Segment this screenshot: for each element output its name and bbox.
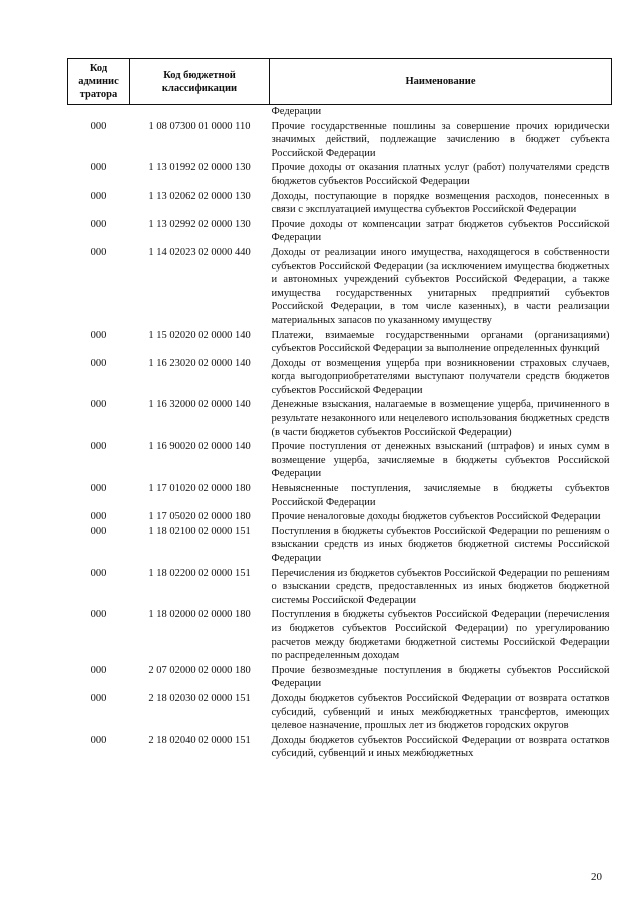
admin-code-cell: 000 bbox=[90, 120, 107, 132]
table-row bbox=[68, 218, 612, 246]
budget-code-cell: 1 16 23020 02 0000 140 bbox=[148, 357, 251, 369]
budget-code-cell: 2 18 02040 02 0000 151 bbox=[148, 734, 251, 746]
budget-code-cell: 1 13 01992 02 0000 130 bbox=[148, 162, 251, 174]
document-page bbox=[67, 58, 612, 762]
budget-code-cell: 1 15 02020 02 0000 140 bbox=[148, 329, 251, 341]
name-cell: Невыясненные поступления, зачисляемые в бюджеты субъектов Российской Федерации bbox=[271, 483, 610, 508]
header-admin-code bbox=[68, 59, 130, 105]
table-row bbox=[68, 105, 612, 120]
admin-code-cell: 000 bbox=[90, 441, 107, 453]
header-kbk-line: классификации bbox=[161, 82, 238, 94]
table-row bbox=[68, 190, 612, 218]
budget-code-cell: 1 17 01020 02 0000 180 bbox=[148, 483, 251, 495]
table-row bbox=[68, 482, 612, 510]
admin-code-cell: 000 bbox=[90, 734, 107, 746]
name-cell: Прочие доходы от компенсации затрат бюджетов субъектов Российской Федерации bbox=[271, 218, 610, 244]
name-cell: Прочие безвозмездные поступления в бюджеты субъектов Российской Федерации bbox=[271, 664, 610, 690]
name-cell: Прочие доходы от оказания платных услуг (работ) получателями средств бюджетов субъектов Российской Федерации bbox=[271, 162, 610, 187]
budget-code-cell: 2 07 02000 02 0000 180 bbox=[148, 664, 251, 676]
header-name: Наименование bbox=[270, 59, 612, 105]
table-row bbox=[68, 692, 612, 734]
budget-code-cell: 2 18 02030 02 0000 151 bbox=[148, 692, 251, 704]
table-row bbox=[68, 510, 612, 525]
name-cell: Прочие поступления от денежных взысканий (штрафов) и иных сумм в возмещение ущерба, зачисляемые в бюджеты субъектов Российской Федерации bbox=[271, 441, 610, 480]
name-cell: Денежные взыскания, налагаемые в возмещение ущерба, причиненного в результате незаконного или нецелевого использования бюджетных средств (в части бюджетов субъектов Российской Федерации) bbox=[271, 399, 610, 438]
name-cell: Перечисления из бюджетов субъектов Российской Федерации по решениям о взыскании средств, предоставленных из иных бюджетов бюджетной системы Российской Федерации bbox=[271, 567, 610, 606]
table-row bbox=[68, 567, 612, 609]
admin-code-cell: 000 bbox=[90, 162, 107, 174]
table-row bbox=[68, 734, 612, 762]
table-row bbox=[68, 246, 612, 329]
budget-code-cell: 1 18 02100 02 0000 151 bbox=[148, 525, 251, 537]
name-cell: Поступления в бюджеты субъектов Российской Федерации по решениям о взыскании средств из иных бюджетов бюджетной системы Российской Федерации bbox=[271, 525, 610, 564]
admin-code-cell: 000 bbox=[90, 609, 107, 621]
budget-code-cell: 1 13 02062 02 0000 130 bbox=[148, 190, 251, 202]
budget-code-cell: 1 16 90020 02 0000 140 bbox=[148, 441, 251, 453]
admin-code-cell: 000 bbox=[90, 357, 107, 369]
budget-code-cell: 1 18 02200 02 0000 151 bbox=[148, 567, 251, 579]
budget-code-cell: 1 16 32000 02 0000 140 bbox=[148, 399, 251, 411]
table-row bbox=[68, 440, 612, 482]
name-cell: Поступления в бюджеты субъектов Российской Федерации (перечисления из бюджетов субъектов Российской Федерации) по урегулированию расчетов между бюджетами бюджетной системы Российской Федерации по распределенным доходам bbox=[271, 609, 610, 662]
admin-code-cell: 000 bbox=[90, 329, 107, 341]
table-row bbox=[68, 608, 612, 663]
admin-code-cell: 000 bbox=[90, 483, 107, 495]
name-cell: Доходы бюджетов субъектов Российской Федерации от возврата остатков субсидий, субвенций и иных межбюджетных трансфертов, имеющих целевое назначение, прошлых лет из бюджетов городских округов bbox=[271, 692, 610, 732]
name-cell: Прочие государственные пошлины за совершение прочих юридически значимых действий, подлежащие зачислению в бюджет субъекта Российской Федерации bbox=[271, 120, 610, 159]
table-row bbox=[68, 398, 612, 440]
page-number: 20 bbox=[591, 871, 602, 883]
table-row bbox=[68, 525, 612, 567]
name-cell: Доходы от возмещения ущерба при возникновении страховых случаев, когда выгодоприобретателями выступают получатели средств бюджетов субъектов Российской Федерации bbox=[271, 357, 610, 396]
revenue-classification-table bbox=[67, 58, 612, 762]
admin-code-cell: 000 bbox=[90, 511, 107, 523]
header-admin-line: Код bbox=[89, 63, 108, 74]
header-admin-line: тратора bbox=[79, 89, 118, 100]
budget-code-cell: 1 18 02000 02 0000 180 bbox=[148, 609, 251, 621]
table-row bbox=[68, 357, 612, 399]
admin-code-cell: 000 bbox=[90, 399, 107, 411]
admin-code-cell: 000 bbox=[90, 567, 107, 579]
table-row bbox=[68, 329, 612, 357]
name-cell: Доходы от реализации иного имущества, находящегося в собственности субъектов Российской Федерации (за исключением имущества бюджетных и автономных учреждений субъектов Российской Федерации, а также имущества государственных унитарных предприятий субъектов Российской Федерации, в том числе казенных), в части реализации материальных запасов по указанному имуществу bbox=[271, 246, 610, 326]
name-cell: Платежи, взимаемые государственными органами (организациями) субъектов Российской Федерации за выполнение определенных функций bbox=[271, 329, 610, 355]
budget-code-cell: 1 17 05020 02 0000 180 bbox=[148, 511, 251, 523]
name-cell: Прочие неналоговые доходы бюджетов субъектов Российской Федерации bbox=[271, 511, 601, 523]
header-budget-code bbox=[130, 59, 270, 105]
table-header bbox=[68, 59, 612, 105]
table-row bbox=[68, 120, 612, 162]
budget-code-cell: 1 13 02992 02 0000 130 bbox=[148, 218, 251, 230]
table-row bbox=[68, 664, 612, 692]
name-cell: Доходы бюджетов субъектов Российской Федерации от возврата остатков субсидий, субвенций и иных межбюджетных bbox=[271, 734, 610, 760]
header-admin-line: админис bbox=[78, 76, 119, 87]
admin-code-cell: 000 bbox=[90, 190, 107, 202]
table-row bbox=[68, 161, 612, 189]
budget-code-cell: 1 14 02023 02 0000 440 bbox=[148, 246, 251, 258]
admin-code-cell: 000 bbox=[90, 246, 107, 258]
name-cell: Доходы, поступающие в порядке возмещения расходов, понесенных в связи с эксплуатацией имущества субъектов Российской Федерации bbox=[271, 190, 610, 216]
name-cell: Федерации bbox=[271, 106, 322, 117]
admin-code-cell: 000 bbox=[90, 664, 107, 676]
admin-code-cell bbox=[68, 105, 130, 120]
table-body bbox=[68, 105, 612, 762]
admin-code-cell: 000 bbox=[90, 692, 107, 704]
budget-code-cell: 1 08 07300 01 0000 110 bbox=[148, 120, 251, 132]
admin-code-cell: 000 bbox=[90, 218, 107, 230]
budget-code-cell bbox=[130, 105, 270, 120]
header-kbk-line: Код бюджетной bbox=[163, 69, 236, 81]
admin-code-cell: 000 bbox=[90, 525, 107, 537]
